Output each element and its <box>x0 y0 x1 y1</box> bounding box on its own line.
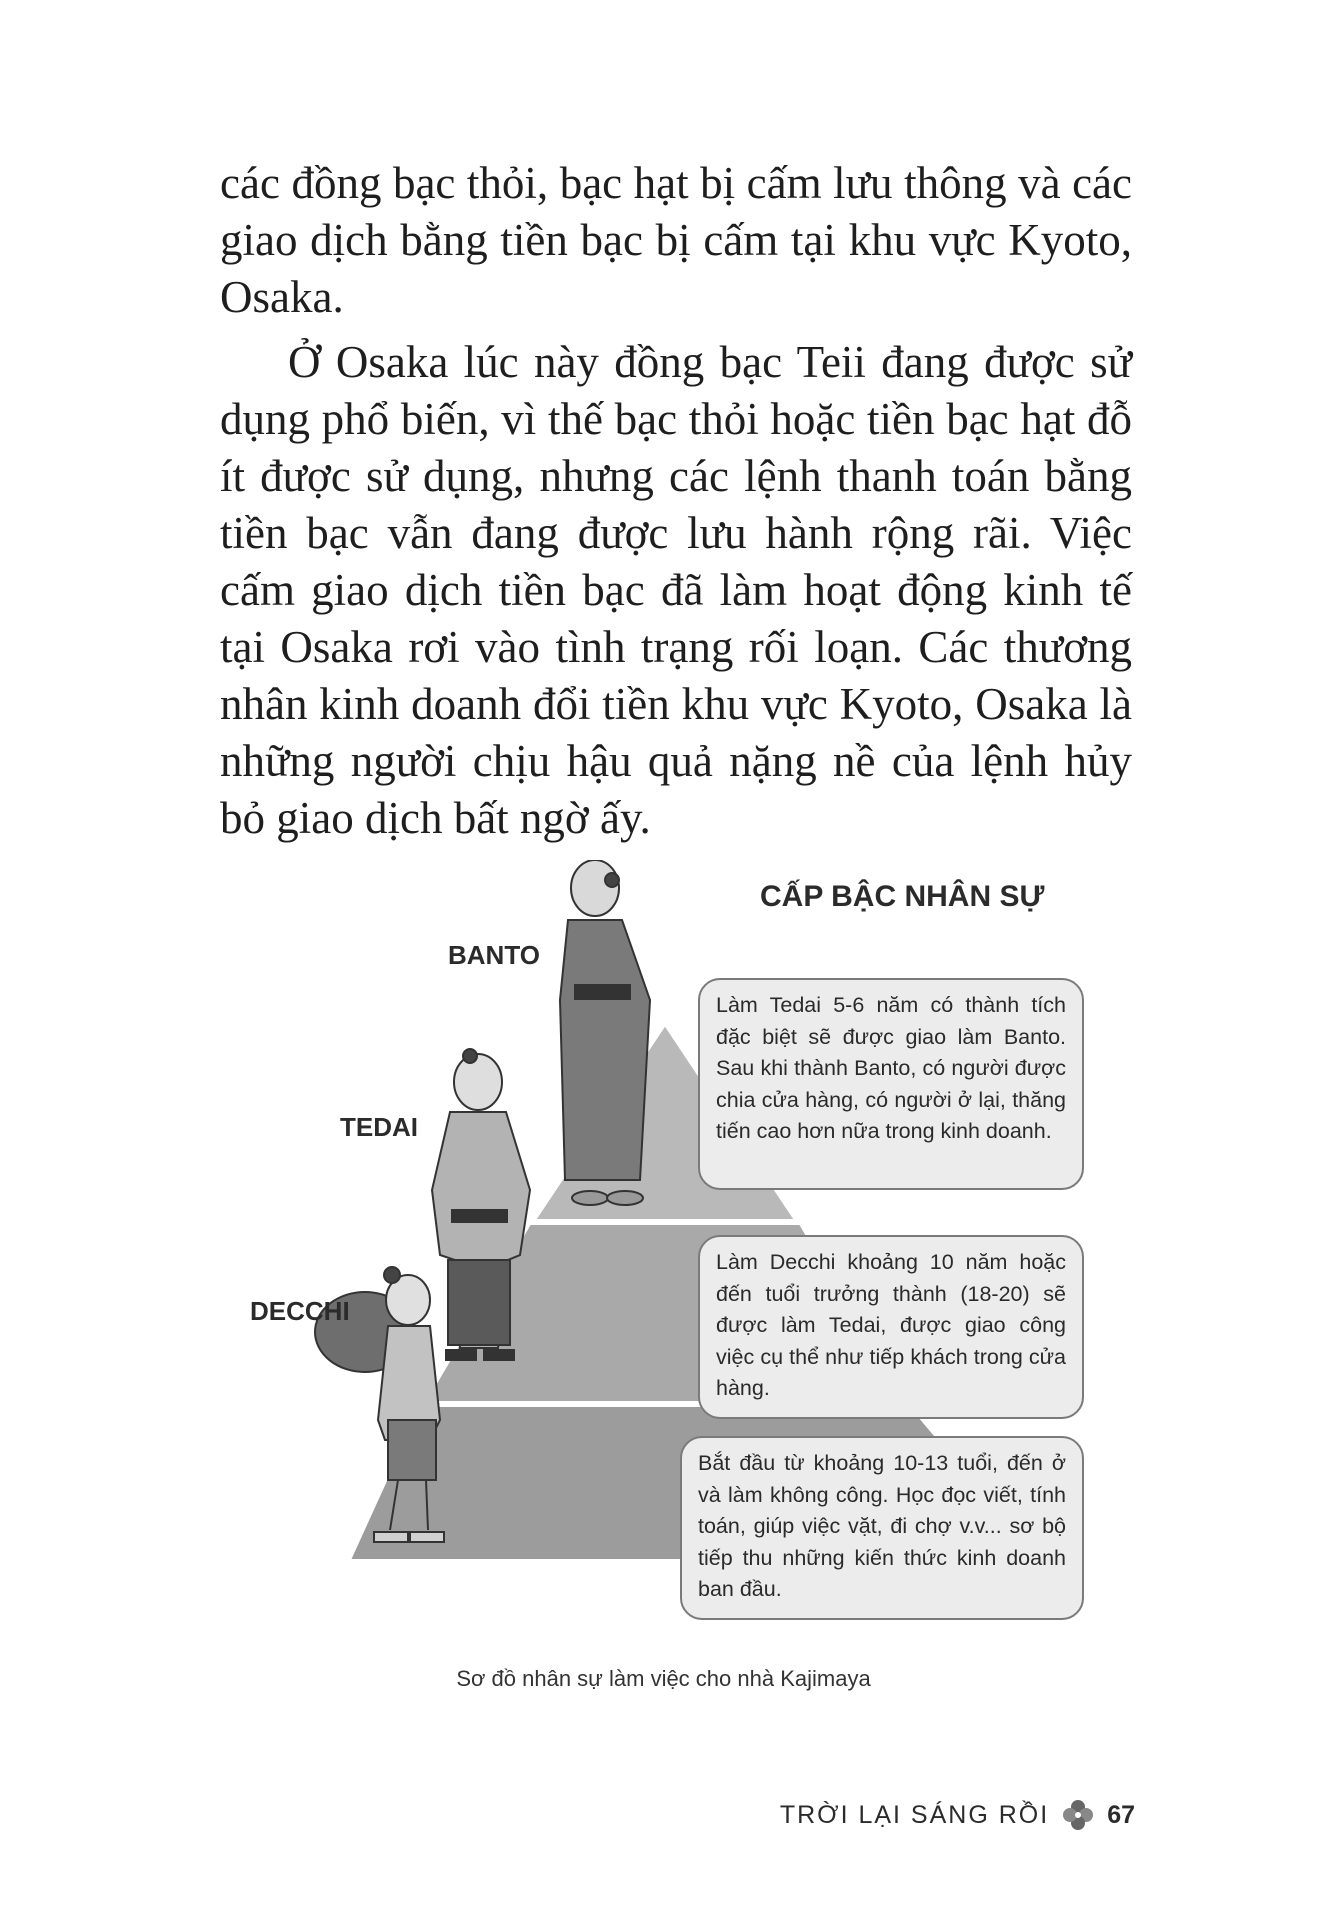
info-box-decchi: Bắt đầu từ khoảng 10-13 tuổi, đến ở và làm không công. Học đọc viết, tính toán, giúp việc vặt, đi chợ v.v... sơ bộ tiếp thu những kiến thức kinh doanh ban đầu. <box>680 1436 1084 1620</box>
paragraph: Ở Osaka lúc này đồng bạc Teii đang được sử dụng phổ biến, vì thế bạc thỏi hoặc tiền bạc hạt đỗ ít được sử dụng, nhưng các lệnh thanh toán bằng tiền bạc vẫn đang được lưu hành rộng rãi. Việc cấm giao dịch tiền bạc đã làm hoạt động kinh tế tại Osaka rơi vào tình trạng rối loạn. Các thương nhân kinh doanh đổi tiền khu vực Kyoto, Osaka là những người chịu hậu quả nặng nề của lệnh hủy bỏ giao dịch bất ngờ ấy. <box>220 337 1132 843</box>
info-box-tedai: Làm Decchi khoảng 10 năm hoặc đến tuổi trưởng thành (18-20) sẽ được làm Tedai, được giao công việc cụ thể như tiếp khách trong cửa hàng. <box>698 1235 1084 1419</box>
level-label-tedai: TEDAI <box>340 1112 418 1142</box>
paragraph: các đồng bạc thỏi, bạc hạt bị cấm lưu thông và các giao dịch bằng tiền bạc bị cấm tại khu vực Kyoto, Osaka. <box>220 158 1132 322</box>
level-label-decchi: DECCHI <box>250 1296 350 1326</box>
figure-title: CẤP BẬC NHÂN SỰ <box>760 880 1045 913</box>
level-label-banto: BANTO <box>448 940 540 970</box>
book-title: TRỜI LẠI SÁNG RỒI <box>779 1800 1050 1829</box>
banto-figure <box>560 860 650 1205</box>
page-footer <box>780 1795 1135 1835</box>
page-number: 67 <box>1107 1800 1135 1829</box>
figure-caption: Sơ đồ nhân sự làm việc cho nhà Kajimaya <box>456 1666 871 1691</box>
clover-icon <box>1061 1798 1095 1832</box>
body-text <box>220 155 1132 847</box>
hierarchy-figure <box>0 860 1327 1720</box>
info-box-banto: Làm Tedai 5-6 năm có thành tích đặc biệt sẽ được giao làm Banto. Sau khi thành Banto, có người được chia cửa hàng, có người ở lại, thăng tiến cao hơn nữa trong kinh doanh. <box>698 978 1084 1190</box>
pyramid-illustration <box>0 860 1327 1720</box>
